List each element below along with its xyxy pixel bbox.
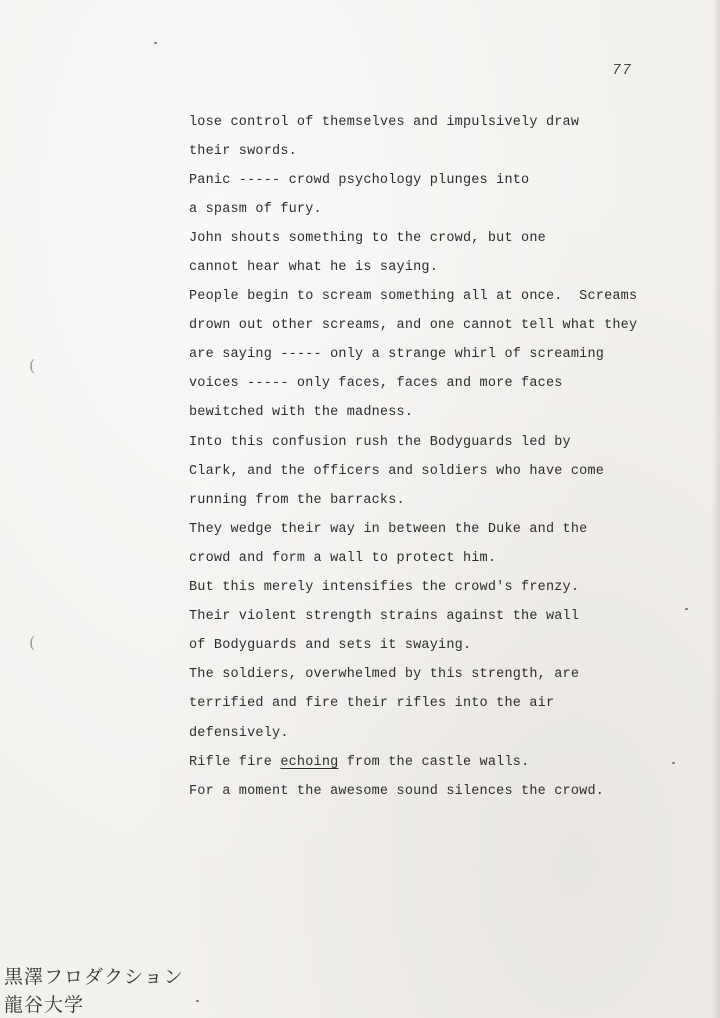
margin-bracket-mark: ( [29,356,36,375]
text-line: John shouts something to the crowd, but one [189,231,546,246]
text-line: terrified and fire their rifles into the air [189,696,555,711]
underlined-word-echoing: echoing [280,755,339,770]
text-line: running from the barracks. [189,493,405,508]
text-line: lose control of themselves and impulsively draw [189,115,580,130]
rifle-text-after: from the castle walls. [338,755,530,770]
text-line: People begin to scream something all at once. Screams [189,289,638,304]
text-line-rifle-fire [189,753,529,773]
text-line: are saying ----- only a strange whirl of screaming [189,347,605,362]
text-line: drown out other screams, and one cannot tell what they [189,318,638,333]
text-line: The soldiers, overwhelmed by this strength, are [189,667,580,682]
page-edge-shadow [712,0,720,1018]
margin-bracket-mark: ( [29,633,36,652]
text-line: defensively. [189,726,289,741]
text-line: voices ----- only faces, faces and more faces [189,376,563,391]
text-line: They wedge their way in between the Duke and the [189,522,588,537]
watermark-university-name: 龍谷大学 [4,994,85,1016]
paper-speck [672,762,675,764]
text-line: crowd and form a wall to protect him. [189,551,497,566]
text-line: But this merely intensifies the crowd's frenzy. [189,580,580,595]
text-line: cannot hear what he is saying. [189,260,439,275]
text-line: Clark, and the officers and soldiers who have come [189,464,605,479]
paper-speck [196,1000,199,1002]
paper-speck [685,608,688,610]
text-line: Panic ----- crowd psychology plunges into [189,173,530,188]
text-line: For a moment the awesome sound silences the crowd. [189,784,605,799]
text-line: Their violent strength strains against the wall [189,609,580,624]
text-line: of Bodyguards and sets it swaying. [189,638,472,653]
text-line: their swords. [189,144,297,159]
rifle-text-before: Rifle fire [189,755,281,770]
text-line: a spasm of fury. [189,202,322,217]
text-line: Into this confusion rush the Bodyguards led by [189,435,571,450]
page-number: 77 [612,62,633,79]
text-line: bewitched with the madness. [189,405,414,420]
watermark-production-name: 黒澤フロダクション [4,966,184,988]
paper-speck [154,42,157,44]
